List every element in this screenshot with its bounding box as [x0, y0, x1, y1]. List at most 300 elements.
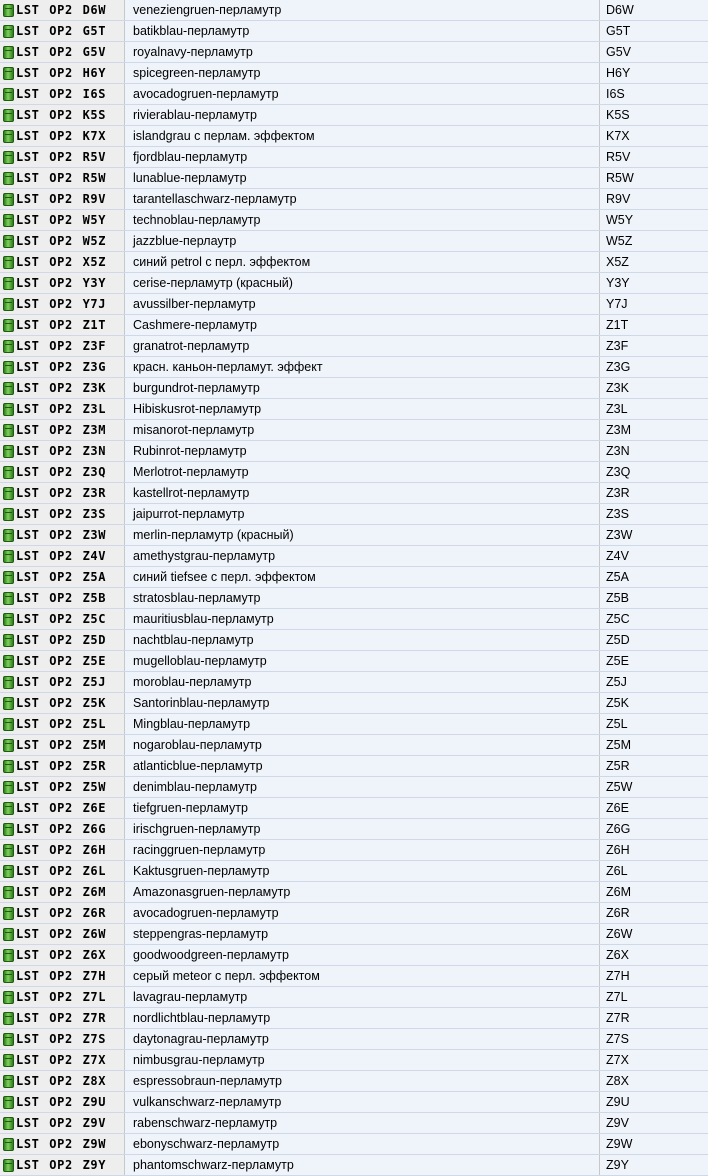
table-row[interactable] — [0, 672, 708, 693]
paint-can-icon — [3, 550, 14, 563]
table-row[interactable] — [0, 357, 708, 378]
code-wrap — [0, 63, 124, 83]
color-name-cell — [125, 1092, 600, 1113]
table-row[interactable] — [0, 1155, 708, 1176]
color-name: granatrot-перламутр — [125, 336, 599, 356]
table-row[interactable] — [0, 945, 708, 966]
short-code-cell — [600, 252, 708, 273]
paint-can-icon — [3, 718, 14, 731]
short-code-cell — [600, 336, 708, 357]
paint-code: LST OP2 Z5A — [16, 570, 106, 584]
table-row[interactable] — [0, 1113, 708, 1134]
color-name: daytonagrau-перламутр — [125, 1029, 599, 1049]
color-name: misanorot-перламутр — [125, 420, 599, 440]
code-wrap — [0, 483, 124, 503]
code-cell — [0, 756, 125, 777]
code-cell — [0, 861, 125, 882]
table-row[interactable] — [0, 651, 708, 672]
color-name-cell — [125, 0, 600, 21]
code-wrap — [0, 462, 124, 482]
short-code-cell — [600, 735, 708, 756]
table-row[interactable] — [0, 105, 708, 126]
paint-code: LST OP2 H6Y — [16, 66, 106, 80]
short-code: Z5C — [600, 609, 708, 629]
paint-code: LST OP2 Z3N — [16, 444, 106, 458]
color-name: jaipurrot-перламутр — [125, 504, 599, 524]
code-cell — [0, 399, 125, 420]
short-code: Z3F — [600, 336, 708, 356]
paint-code: LST OP2 Z5J — [16, 675, 106, 689]
short-code-cell — [600, 42, 708, 63]
code-wrap — [0, 1050, 124, 1070]
short-code-cell — [600, 315, 708, 336]
color-name-cell — [125, 273, 600, 294]
code-wrap — [0, 651, 124, 671]
short-code-cell — [600, 714, 708, 735]
code-cell — [0, 777, 125, 798]
paint-code: LST OP2 Z5D — [16, 633, 106, 647]
paint-code: LST OP2 Z4V — [16, 549, 106, 563]
code-wrap — [0, 798, 124, 818]
paint-can-icon — [3, 676, 14, 689]
table-row[interactable] — [0, 126, 708, 147]
paint-code: LST OP2 Z8X — [16, 1074, 106, 1088]
table-row[interactable] — [0, 315, 708, 336]
paint-can-icon — [3, 1117, 14, 1130]
table-row[interactable] — [0, 798, 708, 819]
code-wrap — [0, 1008, 124, 1028]
code-cell — [0, 21, 125, 42]
table-row[interactable] — [0, 483, 708, 504]
code-wrap — [0, 735, 124, 755]
short-code-cell — [600, 420, 708, 441]
short-code: R5W — [600, 168, 708, 188]
table-row[interactable] — [0, 1050, 708, 1071]
short-code-cell — [600, 504, 708, 525]
code-wrap — [0, 630, 124, 650]
code-cell — [0, 42, 125, 63]
color-name-cell — [125, 525, 600, 546]
color-name-cell — [125, 1155, 600, 1176]
code-cell — [0, 588, 125, 609]
table-row[interactable] — [0, 525, 708, 546]
short-code-cell — [600, 567, 708, 588]
short-code: W5Y — [600, 210, 708, 230]
short-code: Z6M — [600, 882, 708, 902]
color-name: islandgrau с перлам. эффектом — [125, 126, 599, 146]
code-cell — [0, 420, 125, 441]
code-wrap — [0, 777, 124, 797]
table-row[interactable] — [0, 504, 708, 525]
paint-code: LST OP2 Z6M — [16, 885, 106, 899]
short-code-cell — [600, 588, 708, 609]
code-wrap — [0, 525, 124, 545]
short-code-cell — [600, 903, 708, 924]
color-name-cell — [125, 819, 600, 840]
paint-code: LST OP2 Z6H — [16, 843, 106, 857]
color-name-cell — [125, 210, 600, 231]
code-cell — [0, 651, 125, 672]
code-cell — [0, 0, 125, 21]
code-cell — [0, 1092, 125, 1113]
code-cell — [0, 441, 125, 462]
code-wrap — [0, 1029, 124, 1049]
color-name-cell — [125, 1134, 600, 1155]
color-name-cell — [125, 378, 600, 399]
short-code-cell — [600, 987, 708, 1008]
code-cell — [0, 294, 125, 315]
short-code-cell — [600, 861, 708, 882]
table-row[interactable] — [0, 84, 708, 105]
color-name-cell — [125, 63, 600, 84]
code-cell — [0, 840, 125, 861]
code-wrap — [0, 126, 124, 146]
table-row[interactable] — [0, 819, 708, 840]
color-name: nordlichtblau-перламутр — [125, 1008, 599, 1028]
paint-code: LST OP2 Z9V — [16, 1116, 106, 1130]
paint-code: LST OP2 Z5M — [16, 738, 106, 752]
table-row[interactable] — [0, 588, 708, 609]
code-wrap — [0, 147, 124, 167]
table-row[interactable] — [0, 441, 708, 462]
short-code-cell — [600, 924, 708, 945]
color-name-cell — [125, 630, 600, 651]
table-row[interactable] — [0, 609, 708, 630]
code-wrap — [0, 714, 124, 734]
short-code: W5Z — [600, 231, 708, 251]
short-code-cell — [600, 1092, 708, 1113]
table-row[interactable] — [0, 336, 708, 357]
paint-can-icon — [3, 865, 14, 878]
short-code: Z3N — [600, 441, 708, 461]
short-code: Z3G — [600, 357, 708, 377]
short-code-cell — [600, 1029, 708, 1050]
paint-can-icon — [3, 466, 14, 479]
code-cell — [0, 693, 125, 714]
table-row[interactable] — [0, 399, 708, 420]
paint-can-icon — [3, 256, 14, 269]
code-cell — [0, 462, 125, 483]
table-row[interactable] — [0, 840, 708, 861]
color-name-cell — [125, 84, 600, 105]
paint-can-icon — [3, 844, 14, 857]
short-code: Z3W — [600, 525, 708, 545]
color-name: Hibiskusrot-перламутр — [125, 399, 599, 419]
paint-code: LST OP2 Z7H — [16, 969, 106, 983]
color-name: phantomschwarz-перламутр — [125, 1155, 599, 1175]
paint-can-icon — [3, 1138, 14, 1151]
table-row[interactable] — [0, 714, 708, 735]
color-name-cell — [125, 483, 600, 504]
color-name: lavagrau-перламутр — [125, 987, 599, 1007]
code-wrap — [0, 105, 124, 125]
color-name-cell — [125, 546, 600, 567]
color-name: Kaktusgruen-перламутр — [125, 861, 599, 881]
code-cell — [0, 924, 125, 945]
color-name-cell — [125, 315, 600, 336]
short-code-cell — [600, 273, 708, 294]
paint-can-icon — [3, 88, 14, 101]
short-code: Z5L — [600, 714, 708, 734]
paint-can-icon — [3, 445, 14, 458]
code-cell — [0, 378, 125, 399]
short-code: Z7H — [600, 966, 708, 986]
table-row[interactable] — [0, 1029, 708, 1050]
code-cell — [0, 1134, 125, 1155]
color-name-cell — [125, 945, 600, 966]
table-row[interactable] — [0, 903, 708, 924]
table-row[interactable] — [0, 252, 708, 273]
table-row[interactable] — [0, 1092, 708, 1113]
color-name: Cashmere-перламутр — [125, 315, 599, 335]
table-row[interactable] — [0, 546, 708, 567]
color-name: fjordblau-перламутр — [125, 147, 599, 167]
paint-can-icon — [3, 886, 14, 899]
paint-can-icon — [3, 1159, 14, 1172]
paint-code: LST OP2 Z6G — [16, 822, 106, 836]
paint-can-icon — [3, 1012, 14, 1025]
short-code: K7X — [600, 126, 708, 146]
paint-code: LST OP2 Z9W — [16, 1137, 106, 1151]
table-row[interactable] — [0, 168, 708, 189]
paint-can-icon — [3, 235, 14, 248]
paint-can-icon — [3, 739, 14, 752]
paint-code: LST OP2 Z9Y — [16, 1158, 106, 1172]
color-name: denimblau-перламутр — [125, 777, 599, 797]
short-code: D6W — [600, 0, 708, 20]
table-row[interactable] — [0, 924, 708, 945]
table-row[interactable] — [0, 630, 708, 651]
paint-can-icon — [3, 1033, 14, 1046]
short-code: Z3L — [600, 399, 708, 419]
code-cell — [0, 630, 125, 651]
paint-can-icon — [3, 25, 14, 38]
table-row[interactable] — [0, 1071, 708, 1092]
table-row[interactable] — [0, 966, 708, 987]
paint-can-icon — [3, 298, 14, 311]
color-name: lunablue-перламутр — [125, 168, 599, 188]
paint-can-icon — [3, 592, 14, 605]
short-code-cell — [600, 819, 708, 840]
paint-code: LST OP2 Z3K — [16, 381, 106, 395]
color-name-cell — [125, 609, 600, 630]
paint-can-icon — [3, 361, 14, 374]
table-row[interactable] — [0, 861, 708, 882]
table-row[interactable] — [0, 273, 708, 294]
code-wrap — [0, 546, 124, 566]
short-code: R9V — [600, 189, 708, 209]
short-code-cell — [600, 210, 708, 231]
short-code: G5V — [600, 42, 708, 62]
table-row[interactable] — [0, 1008, 708, 1029]
table-row[interactable] — [0, 210, 708, 231]
color-name-cell — [125, 567, 600, 588]
paint-can-icon — [3, 760, 14, 773]
paint-code: LST OP2 Z5W — [16, 780, 106, 794]
short-code: Z6W — [600, 924, 708, 944]
table-row[interactable] — [0, 0, 708, 21]
table-row[interactable] — [0, 1134, 708, 1155]
table-row[interactable] — [0, 567, 708, 588]
color-name: nachtblau-перламутр — [125, 630, 599, 650]
short-code: R5V — [600, 147, 708, 167]
paint-code: LST OP2 Y3Y — [16, 276, 106, 290]
paint-code: LST OP2 Z9U — [16, 1095, 106, 1109]
code-wrap — [0, 693, 124, 713]
short-code-cell — [600, 105, 708, 126]
short-code-cell — [600, 546, 708, 567]
table-row[interactable] — [0, 63, 708, 84]
table-row[interactable] — [0, 231, 708, 252]
paint-code: LST OP2 Z7R — [16, 1011, 106, 1025]
paint-can-icon — [3, 487, 14, 500]
code-cell — [0, 168, 125, 189]
short-code: Z5E — [600, 651, 708, 671]
code-wrap — [0, 609, 124, 629]
paint-can-icon — [3, 907, 14, 920]
short-code: Z5M — [600, 735, 708, 755]
paint-code: LST OP2 Z7L — [16, 990, 106, 1004]
color-name: veneziengruen-перламутр — [125, 0, 599, 20]
code-cell — [0, 525, 125, 546]
code-cell — [0, 546, 125, 567]
color-name: mauritiusblau-перламутр — [125, 609, 599, 629]
short-code-cell — [600, 441, 708, 462]
color-name-cell — [125, 756, 600, 777]
color-name-cell — [125, 294, 600, 315]
color-name: mugelloblau-перламутр — [125, 651, 599, 671]
short-code-cell — [600, 1008, 708, 1029]
code-wrap — [0, 273, 124, 293]
paint-code: LST OP2 Z3L — [16, 402, 106, 416]
short-code-cell — [600, 651, 708, 672]
code-wrap — [0, 1092, 124, 1112]
short-code-cell — [600, 882, 708, 903]
paint-code: LST OP2 Z3R — [16, 486, 106, 500]
short-code-cell — [600, 21, 708, 42]
color-name: avocadogruen-перламутр — [125, 84, 599, 104]
color-name-cell — [125, 462, 600, 483]
paint-code: LST OP2 Z5C — [16, 612, 106, 626]
code-cell — [0, 147, 125, 168]
table-row[interactable] — [0, 735, 708, 756]
color-name-cell — [125, 441, 600, 462]
short-code: Z6G — [600, 819, 708, 839]
short-code-cell — [600, 1155, 708, 1176]
table-row[interactable] — [0, 420, 708, 441]
paint-can-icon — [3, 193, 14, 206]
code-cell — [0, 987, 125, 1008]
code-cell — [0, 567, 125, 588]
color-name-cell — [125, 105, 600, 126]
code-wrap — [0, 378, 124, 398]
code-cell — [0, 672, 125, 693]
color-name-cell — [125, 672, 600, 693]
paint-code: LST OP2 Z7S — [16, 1032, 106, 1046]
paint-code: LST OP2 Z1T — [16, 318, 106, 332]
color-name: kastellrot-перламутр — [125, 483, 599, 503]
short-code: Z5J — [600, 672, 708, 692]
color-name-cell — [125, 1050, 600, 1071]
color-name-cell — [125, 651, 600, 672]
code-cell — [0, 336, 125, 357]
short-code: H6Y — [600, 63, 708, 83]
paint-code: LST OP2 Z6R — [16, 906, 106, 920]
paint-can-icon — [3, 949, 14, 962]
short-code-cell — [600, 945, 708, 966]
color-name: merlin-перламутр (красный) — [125, 525, 599, 545]
short-code-cell — [600, 777, 708, 798]
code-cell — [0, 882, 125, 903]
short-code: Z6X — [600, 945, 708, 965]
table-row[interactable] — [0, 756, 708, 777]
short-code-cell — [600, 357, 708, 378]
short-code: Z7S — [600, 1029, 708, 1049]
short-code: Z9W — [600, 1134, 708, 1154]
paint-can-icon — [3, 151, 14, 164]
short-code: Z4V — [600, 546, 708, 566]
table-row[interactable] — [0, 294, 708, 315]
color-name: rabenschwarz-перламутр — [125, 1113, 599, 1133]
paint-code: LST OP2 Z7X — [16, 1053, 106, 1067]
paint-code: LST OP2 Z6W — [16, 927, 106, 941]
paint-can-icon — [3, 508, 14, 521]
color-name: синий tiefsee с перл. эффектом — [125, 567, 599, 587]
color-name: синий petrol с перл. эффектом — [125, 252, 599, 272]
paint-can-icon — [3, 571, 14, 584]
table-row[interactable] — [0, 693, 708, 714]
table-row[interactable] — [0, 147, 708, 168]
table-row[interactable] — [0, 21, 708, 42]
color-name: irischgruen-перламутр — [125, 819, 599, 839]
color-name-cell — [125, 714, 600, 735]
color-name-cell — [125, 147, 600, 168]
color-name-cell — [125, 504, 600, 525]
paint-code: LST OP2 Z5L — [16, 717, 106, 731]
code-wrap — [0, 840, 124, 860]
color-name-cell — [125, 693, 600, 714]
code-wrap — [0, 168, 124, 188]
code-wrap — [0, 882, 124, 902]
short-code-cell — [600, 462, 708, 483]
code-cell — [0, 315, 125, 336]
paint-can-icon — [3, 319, 14, 332]
paint-code: LST OP2 I6S — [16, 87, 106, 101]
code-wrap — [0, 84, 124, 104]
paint-can-icon — [3, 403, 14, 416]
paint-code: LST OP2 Z3Q — [16, 465, 106, 479]
table-row[interactable] — [0, 882, 708, 903]
color-name: racinggruen-перламутр — [125, 840, 599, 860]
table-row[interactable] — [0, 462, 708, 483]
short-code-cell — [600, 525, 708, 546]
short-code-cell — [600, 168, 708, 189]
color-name-cell — [125, 1071, 600, 1092]
short-code: Z6L — [600, 861, 708, 881]
color-name: goodwoodgreen-перламутр — [125, 945, 599, 965]
code-wrap — [0, 966, 124, 986]
short-code-cell — [600, 378, 708, 399]
table-row[interactable] — [0, 378, 708, 399]
color-name-cell — [125, 126, 600, 147]
color-name-cell — [125, 924, 600, 945]
table-row[interactable] — [0, 777, 708, 798]
color-name: nogaroblau-перламутр — [125, 735, 599, 755]
table-row[interactable] — [0, 987, 708, 1008]
color-name: espressobraun-перламутр — [125, 1071, 599, 1091]
table-row[interactable] — [0, 189, 708, 210]
table-row[interactable] — [0, 42, 708, 63]
